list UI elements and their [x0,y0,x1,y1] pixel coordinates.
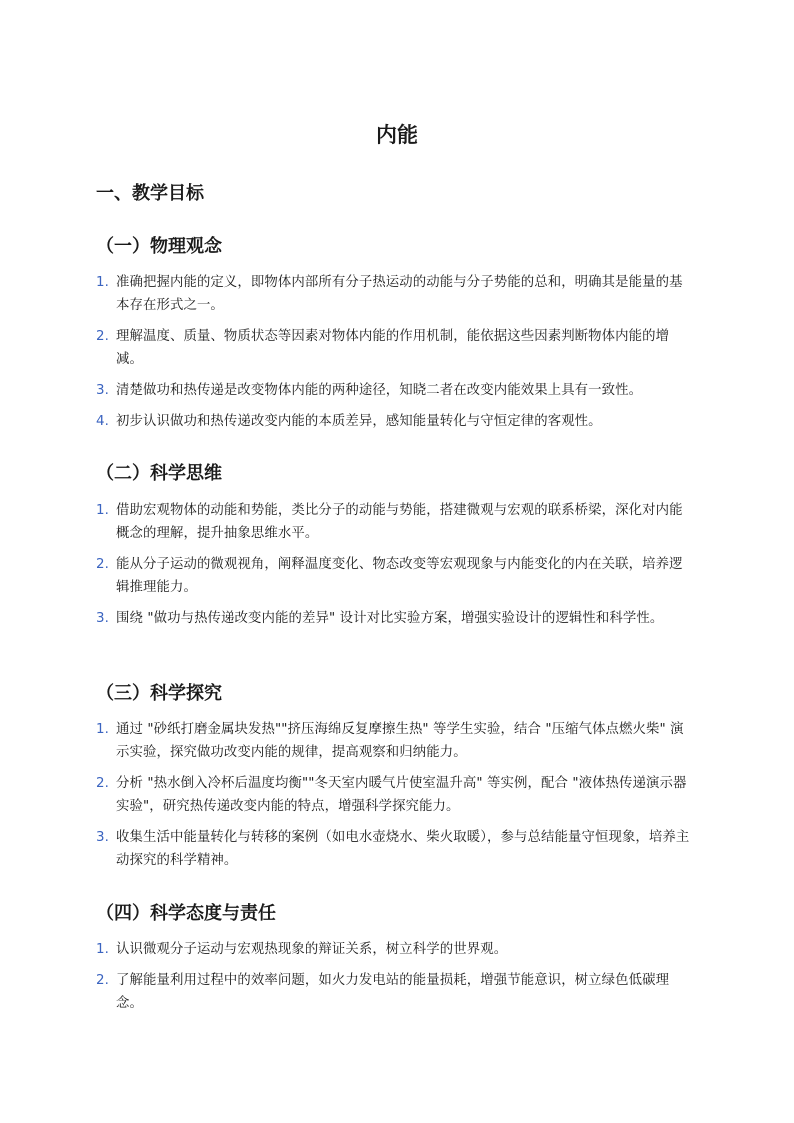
list-item-text: 围绕 "做功与热传递改变内能的差异" 设计对比实验方案，增强实验设计的逻辑性和科学性。 [116,611,664,626]
document-title: 内能 [376,123,418,147]
list-item-number: 1. [96,722,109,737]
list-scientific-thinking [96,499,696,638]
list-item-text: 认识微观分子运动与宏观热现象的辩证关系，树立科学的世界观。 [116,942,508,957]
list-item [96,826,696,872]
list-item-text: 初步认识做功和热传递改变内能的本质差异，感知能量转化与守恒定律的客观性。 [116,414,602,429]
list-scientific-inquiry [96,718,696,880]
list-item-text: 清楚做功和热传递是改变物体内能的两种途径，知晓二者在改变内能效果上具有一致性。 [116,383,643,398]
list-item-number: 3. [96,383,109,398]
subsection-heading-attitude-responsibility: （四）科学态度与责任 [96,903,276,924]
list-item-number: 2. [96,329,109,344]
subsection-heading-physics-concepts: （一）物理观念 [96,236,222,257]
subsection-heading-scientific-thinking: （二）科学思维 [96,463,222,484]
list-item [96,410,696,433]
list-item-text: 分析 "热水倒入冷杯后温度均衡""冬天室内暖气片使室温升高" 等实例，配合 "液体热传递演示器实验"，研究热传递改变内能的特点，增强科学探究能力。 [116,776,687,814]
list-item-text: 了解能量利用过程中的效率问题，如火力发电站的能量损耗，增强节能意识，树立绿色低碳理念。 [116,973,670,1011]
list-item-text: 理解温度、质量、物质状态等因素对物体内能的作用机制，能依据这些因素判断物体内能的增减。 [116,329,670,367]
list-item-number: 2. [96,557,109,572]
list-item-text: 通过 "砂纸打磨金属块发热""挤压海绵反复摩擦生热" 等学生实验，结合 "压缩气体点燃火柴" 演示实验，探究做功改变内能的规律，提高观察和归纳能力。 [116,722,684,760]
list-item [96,271,696,317]
list-item-number: 1. [96,942,109,957]
list-attitude-responsibility [96,938,696,1023]
list-item [96,772,696,818]
list-item-number: 4. [96,414,109,429]
list-item-number: 1. [96,503,109,518]
list-item-text: 能从分子运动的微观视角，阐释温度变化、物态改变等宏观现象与内能变化的内在关联，培养逻辑推理能力。 [116,557,683,595]
list-item [96,718,696,764]
list-item [96,607,696,630]
subsection-heading-scientific-inquiry: （三）科学探究 [96,683,222,704]
list-item-text: 准确把握内能的定义，即物体内部所有分子热运动的动能与分子势能的总和，明确其是能量的基本存在形式之一。 [116,275,683,313]
list-item-number: 3. [96,611,109,626]
list-item-number: 1. [96,275,109,290]
list-item-number: 2. [96,973,109,988]
list-item [96,938,696,961]
list-item [96,325,696,371]
list-item [96,969,696,1015]
list-item [96,499,696,545]
list-item-text: 收集生活中能量转化与转移的案例（如电水壶烧水、柴火取暖），参与总结能量守恒现象，培养主动探究的科学精神。 [116,830,690,868]
list-item [96,379,696,402]
list-item-text: 借助宏观物体的动能和势能，类比分子的动能与势能，搭建微观与宏观的联系桥梁，深化对内能概念的理解，提升抽象思维水平。 [116,503,683,541]
list-item-number: 3. [96,830,109,845]
list-item [96,553,696,599]
section-heading-teaching-goals: 一、教学目标 [96,183,204,204]
list-item-number: 2. [96,776,109,791]
list-physics-concepts [96,271,696,441]
